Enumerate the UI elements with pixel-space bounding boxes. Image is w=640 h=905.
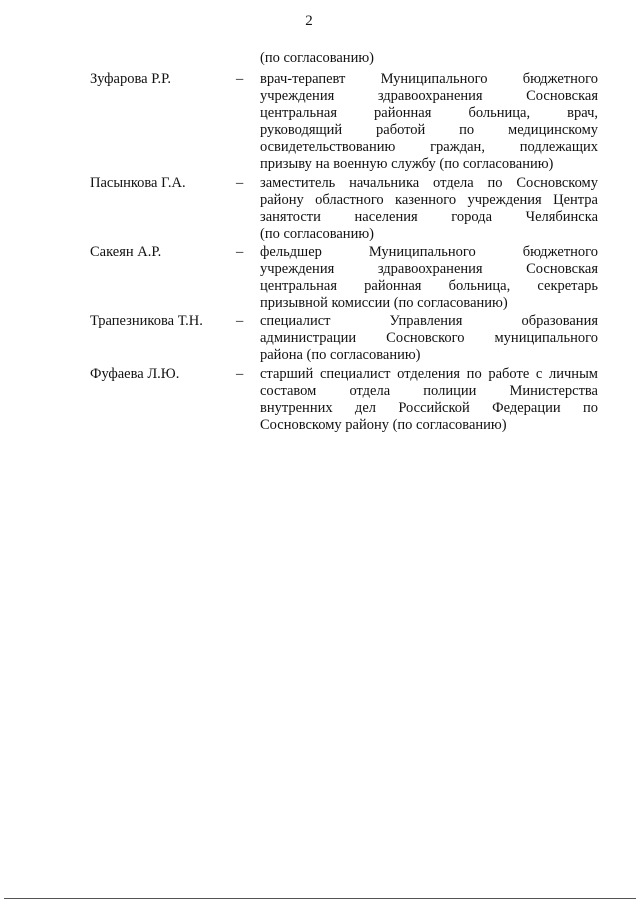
- position-line: Сосновскому району (по согласованию): [260, 417, 507, 433]
- position-line: заместитель начальника отдела по Сосновскому: [260, 175, 598, 191]
- dash-separator: –: [236, 366, 244, 382]
- position-line: специалист Управления образования: [260, 313, 598, 329]
- position-line: занятости населения города Челябинска: [260, 209, 598, 225]
- member-position: [260, 313, 598, 364]
- position-line: призыву на военную службу (по согласованию): [260, 156, 554, 172]
- position-line: центральная районная больница, врач,: [260, 105, 598, 121]
- position-line: призывной комиссии (по согласованию): [260, 295, 508, 311]
- position-line: составом отдела полиции Министерства: [260, 383, 598, 399]
- footer-divider: [4, 898, 636, 899]
- member-position: [260, 244, 598, 312]
- position-line: учреждения здравоохранения Сосновская: [260, 88, 598, 104]
- dash-separator: –: [236, 244, 244, 260]
- member-position: [260, 71, 598, 173]
- position-line: старший специалист отделения по работе с личным: [260, 366, 598, 382]
- dash-separator: –: [236, 175, 244, 191]
- position-line: району областного казенного учреждения Центра: [260, 192, 598, 208]
- position-line: внутренних дел Российской Федерации по: [260, 400, 598, 416]
- continuation-text: (по согласованию): [260, 50, 374, 66]
- member-name: Зуфарова Р.Р.: [90, 71, 171, 87]
- dash-separator: –: [236, 71, 244, 87]
- member-position: [260, 366, 598, 434]
- dash-separator: –: [236, 313, 244, 329]
- position-line: учреждения здравоохранения Сосновская: [260, 261, 598, 277]
- member-position: [260, 175, 598, 243]
- position-line: центральная районная больница, секретарь: [260, 278, 598, 294]
- position-line: руководящий работой по медицинскому: [260, 122, 598, 138]
- position-line: освидетельствованию граждан, подлежащих: [260, 139, 598, 155]
- position-line: (по согласованию): [260, 226, 374, 242]
- position-line: администрации Сосновского муниципального: [260, 330, 598, 346]
- position-line: фельдшер Муниципального бюджетного: [260, 244, 598, 260]
- page-number: 2: [305, 13, 313, 29]
- member-name: Трапезникова Т.Н.: [90, 313, 203, 329]
- member-name: Фуфаева Л.Ю.: [90, 366, 180, 382]
- position-line: врач-терапевт Муниципального бюджетного: [260, 71, 598, 87]
- member-name: Сакеян А.Р.: [90, 244, 162, 260]
- member-name: Пасынкова Г.А.: [90, 175, 186, 191]
- position-line: района (по согласованию): [260, 347, 421, 363]
